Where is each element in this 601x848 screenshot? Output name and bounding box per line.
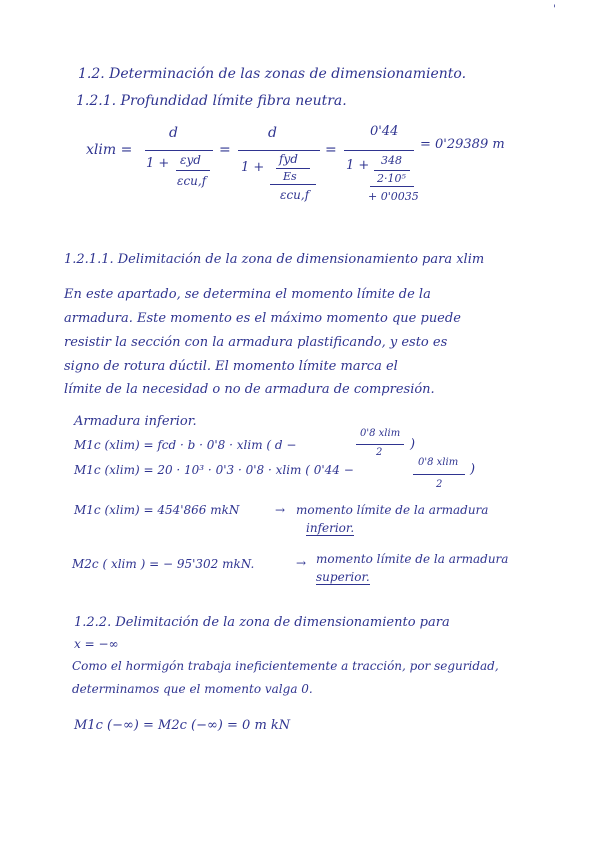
eq-lhs: xlim = [86,142,133,158]
f3-sub-bar [374,170,410,171]
f3-num: 0'44 [370,124,399,139]
m1c-result-value: M1c (xlim) = 454'866 mkN [74,503,240,517]
m1c-a-lhs: M1c (xlim) = fcd · b · 0'8 · xlim ( d − [74,438,297,452]
m1c-b-frac-den: 2 [436,479,443,490]
f3-bar [344,150,414,151]
para2-line-2: determinamos que el momento valga 0. [72,682,313,696]
m1c-b-lhs: M1c (xlim) = 20 · 10³ · 0'3 · 0'8 · xlim ( 0'44 − [74,463,354,477]
para1-line-2: armadura. Este momento es el máximo momento que puede [64,311,461,326]
f3-den-num-b: 2·10⁵ [377,172,406,185]
f2-den-den: εcu,f [280,188,310,202]
f2-sub-bar [276,168,310,169]
m2c-result-value: M2c ( xlim ) = − 95'302 mkN. [72,557,255,571]
f2-den-num-a: fyd [279,152,298,166]
m1c-a-close: ) [410,437,416,452]
f3-sub-bar-2 [370,186,414,187]
corner-mark: ' [553,4,556,15]
m1c-b-frac-bar [413,474,465,475]
heading-1-2-2: 1.2.2. Delimitación de la zona de dimensionamiento para [74,615,450,630]
arrow-icon: → [296,556,307,570]
m1c-result-text1: momento límite de la armadura [296,503,489,517]
heading-1-2-1-1: 1.2.1.1. Delimitación de la zona de dimensionamiento para xlim [64,252,485,267]
m2c-result-text1: momento límite de la armadura [316,552,509,566]
para1-line-5: límite de la necesidad o no de armadura de compresión. [64,382,435,397]
heading-1-2: 1.2. Determinación de las zonas de dimensionamiento. [78,66,467,82]
m1c-a-frac-num: 0'8 xlim [360,428,401,439]
f1-den-num: εyd [180,153,201,167]
final-equation: M1c (−∞) = M2c (−∞) = 0 m kN [74,718,291,733]
f3-den-a: 1 + [346,158,370,173]
armadura-inferior-label: Armadura inferior. [74,414,197,429]
m1c-b-frac-num: 0'8 xlim [418,457,459,468]
f2-sub-bar-2 [270,184,316,185]
m2c-result-text2: superior. [316,570,370,584]
arrow-icon: → [275,503,286,517]
para1-line-4: signo de rotura dúctil. El momento límite marca el [64,359,398,374]
heading-1-2-1: 1.2.1. Profundidad límite fibra neutra. [76,93,347,109]
f1-den-a: 1 + [146,156,170,171]
f1-num: d [169,125,178,141]
m1c-result-text2: inferior. [306,521,355,535]
f1-sub-bar [176,170,210,171]
para1-line-3: resistir la sección con la armadura plastificando, y esto es [64,335,448,350]
f1-den-den: εcu,f [177,174,207,188]
eq-result: = 0'29389 m [420,137,505,152]
m1c-a-frac-bar [356,444,404,445]
f3-den-num-a: 348 [381,154,402,167]
f2-den-a: 1 + [241,160,265,175]
f1-bar [145,150,213,151]
para2-line-1: Como el hormigón trabaja ineficientemente a tracción, por seguridad, [72,659,499,673]
f2-den-num-b: Es [283,170,297,183]
f2-bar [238,150,320,151]
m1c-b-close: ) [470,462,476,477]
m1c-a-frac-den: 2 [376,447,383,458]
eq-sign-a: = [219,142,231,158]
heading-1-2-2-b: x = −∞ [74,637,119,651]
eq-sign-b: = [325,142,337,158]
f3-den-den: + 0'0035 [368,190,419,203]
para1-line-1: En este apartado, se determina el momento límite de la [64,287,431,302]
f2-num: d [268,125,277,141]
